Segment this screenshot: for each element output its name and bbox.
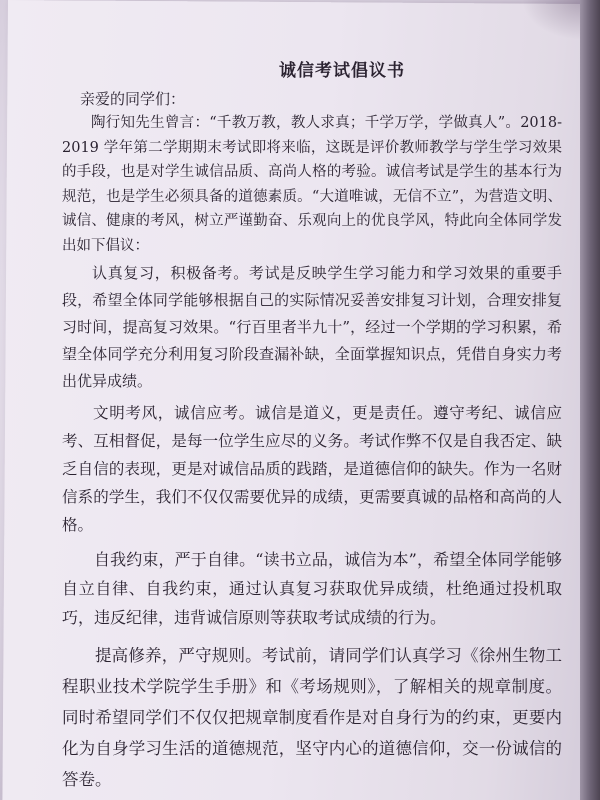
paragraph-self-discipline: 自我约束，严于自律。“读书立品，诚信为本”，希望全体同学能够自立自律、自我约束，通过认真复习获取优异成绩，杜绝通过投机取巧，违反纪律，违背诚信原则等获取考试成绩的行为。 xyxy=(62,550,562,627)
paragraph-honest-exam: 文明考风，诚信应考。诚信是道义，更是责任。遵守考纪、诚信应考、互相督促，是每一位学生应尽的义务。考试作弊不仅是自我否定、缺乏自信的表现，更是对诚信品质的践踏，是道德信仰的缺失。作为一名财信系的学生，我们不仅仅需要优异的成绩，更需要真诚的品格和高尚的人格。 xyxy=(62,404,562,534)
paragraph-intro: 陶行知先生曾言：“千教万教，教人求真；千学万学，学做真人”。2018-2019 学年第二学期期末考试即将来临，这既是评价教师教学与学生学习效果的手段，也是对学生诚信品质、高尚人格的考验。诚信考试是学生的基本行为规范，也是学生必须具备的道德素质。“大道唯诚，无信不立”，为营造文明、诚信、健康的考风，树立严谨勤奋、乐观向上的优良学风，特此向全体同学发出如下倡议： xyxy=(62,115,562,254)
document-title: 诚信考试倡议书 xyxy=(279,61,405,81)
greeting: 亲爱的同学们： xyxy=(80,90,186,108)
background-edge xyxy=(580,0,600,800)
paragraph-review: 认真复习，积极备考。考试是反映学生学习能力和学习效果的重要手段，希望全体同学能够根据自己的实际情况妥善安排复习计划，合理安排复习时间，提高复习效果。“行百里者半九十”，经过一个学期的学习积累，希望全体同学充分利用复习阶段查漏补缺，全面掌握知识点，凭借自身实力考出优异成绩。 xyxy=(62,264,562,390)
proposal-document xyxy=(62,38,562,795)
paragraph-rules: 提高修养，严守规则。考试前，请同学们认真学习《徐州生物工程职业技术学院学生手册》和《考场规则》，了解相关的规章制度。同时希望同学们不仅仅把规章制度看作是对自身行为的约束，更要内化为自身学习生活的道德规范，坚守内心的道德信仰，交一份诚信的答卷。 xyxy=(62,646,562,789)
corner-shadow xyxy=(522,0,582,40)
